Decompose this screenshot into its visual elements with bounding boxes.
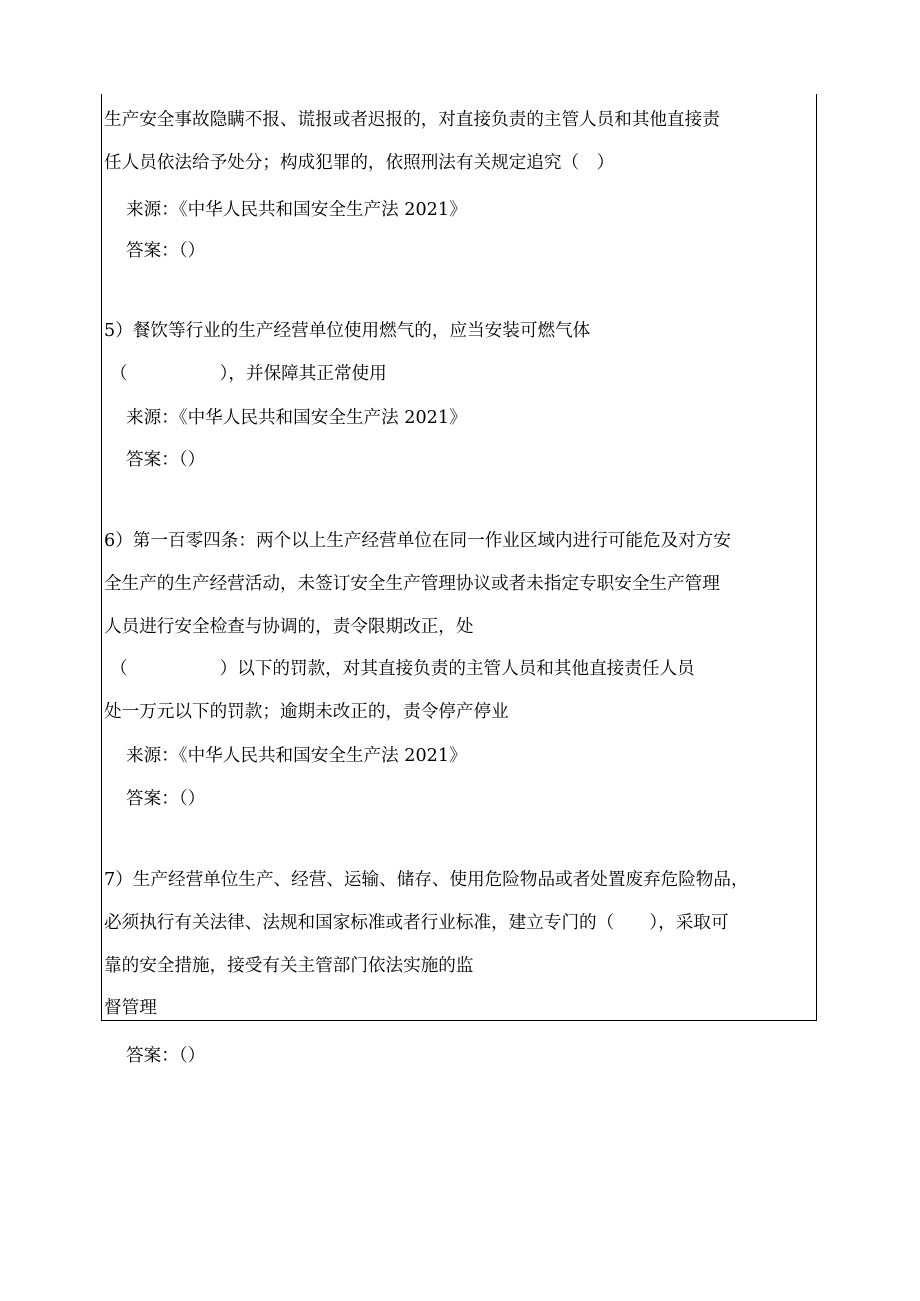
q6-blank-rest: ）以下的罚款，对其直接负责的主管人员和其他直接责任人员: [219, 659, 695, 679]
q6-text-line-1: 6）第一百零四条：两个以上生产经营单位在同一作业区域内进行可能危及对方安: [104, 531, 731, 551]
q7-text-line-2: 必须执行有关法律、法规和国家标准或者行业标准，建立专门的（ ），采取可: [104, 913, 729, 933]
q4-source: 来源：《中华人民共和国安全生产法 2021》: [126, 200, 467, 220]
q5-text-line-2: [110, 363, 387, 385]
q6-blank-open: （: [110, 659, 128, 679]
q6-answer: 答案：（）: [126, 789, 206, 809]
q6-text-line-3: 人员进行安全检查与协调的，责令限期改正，处: [104, 617, 474, 637]
q7-text-line-1: 7）生产经营单位生产、经营、运输、储存、使用危险物品或者处置废弃危险物品，: [104, 870, 749, 890]
q6-text-line-4: [110, 658, 695, 680]
q4-answer: 答案：（）: [126, 241, 206, 261]
q6-text-line-5: 处一万元以下的罚款；逾期未改正的，责令停产停业: [104, 702, 509, 722]
q6-text-line-2: 全生产的生产经营活动，未签订安全生产管理协议或者未指定专职安全生产管理: [104, 574, 720, 594]
q6-source: 来源：《中华人民共和国安全生产法 2021》: [126, 746, 467, 766]
q4-text-line-1: 生产安全事故隐瞒不报、谎报或者迟报的，对直接负责的主管人员和其他直接责: [104, 110, 720, 130]
q5-text-line-1: 5）餐饮等行业的生产经营单位使用燃气的，应当安装可燃气体: [104, 321, 591, 341]
q5-source: 来源：《中华人民共和国安全生产法 2021》: [126, 408, 467, 428]
q5-blank-rest: ），并保障其正常使用: [219, 364, 387, 384]
q7-answer: 答案：（）: [126, 1046, 206, 1066]
q7-text-line-3: 靠的安全措施，接受有关主管部门依法实施的监: [104, 956, 474, 976]
q4-text-line-2: 任人员依法给予处分；构成犯罪的，依照刑法有关规定追究（ ）: [104, 153, 615, 173]
q7-text-line-4: 督管理: [104, 998, 157, 1018]
q5-answer: 答案：（）: [126, 450, 206, 470]
q5-blank-open: （: [110, 364, 128, 384]
